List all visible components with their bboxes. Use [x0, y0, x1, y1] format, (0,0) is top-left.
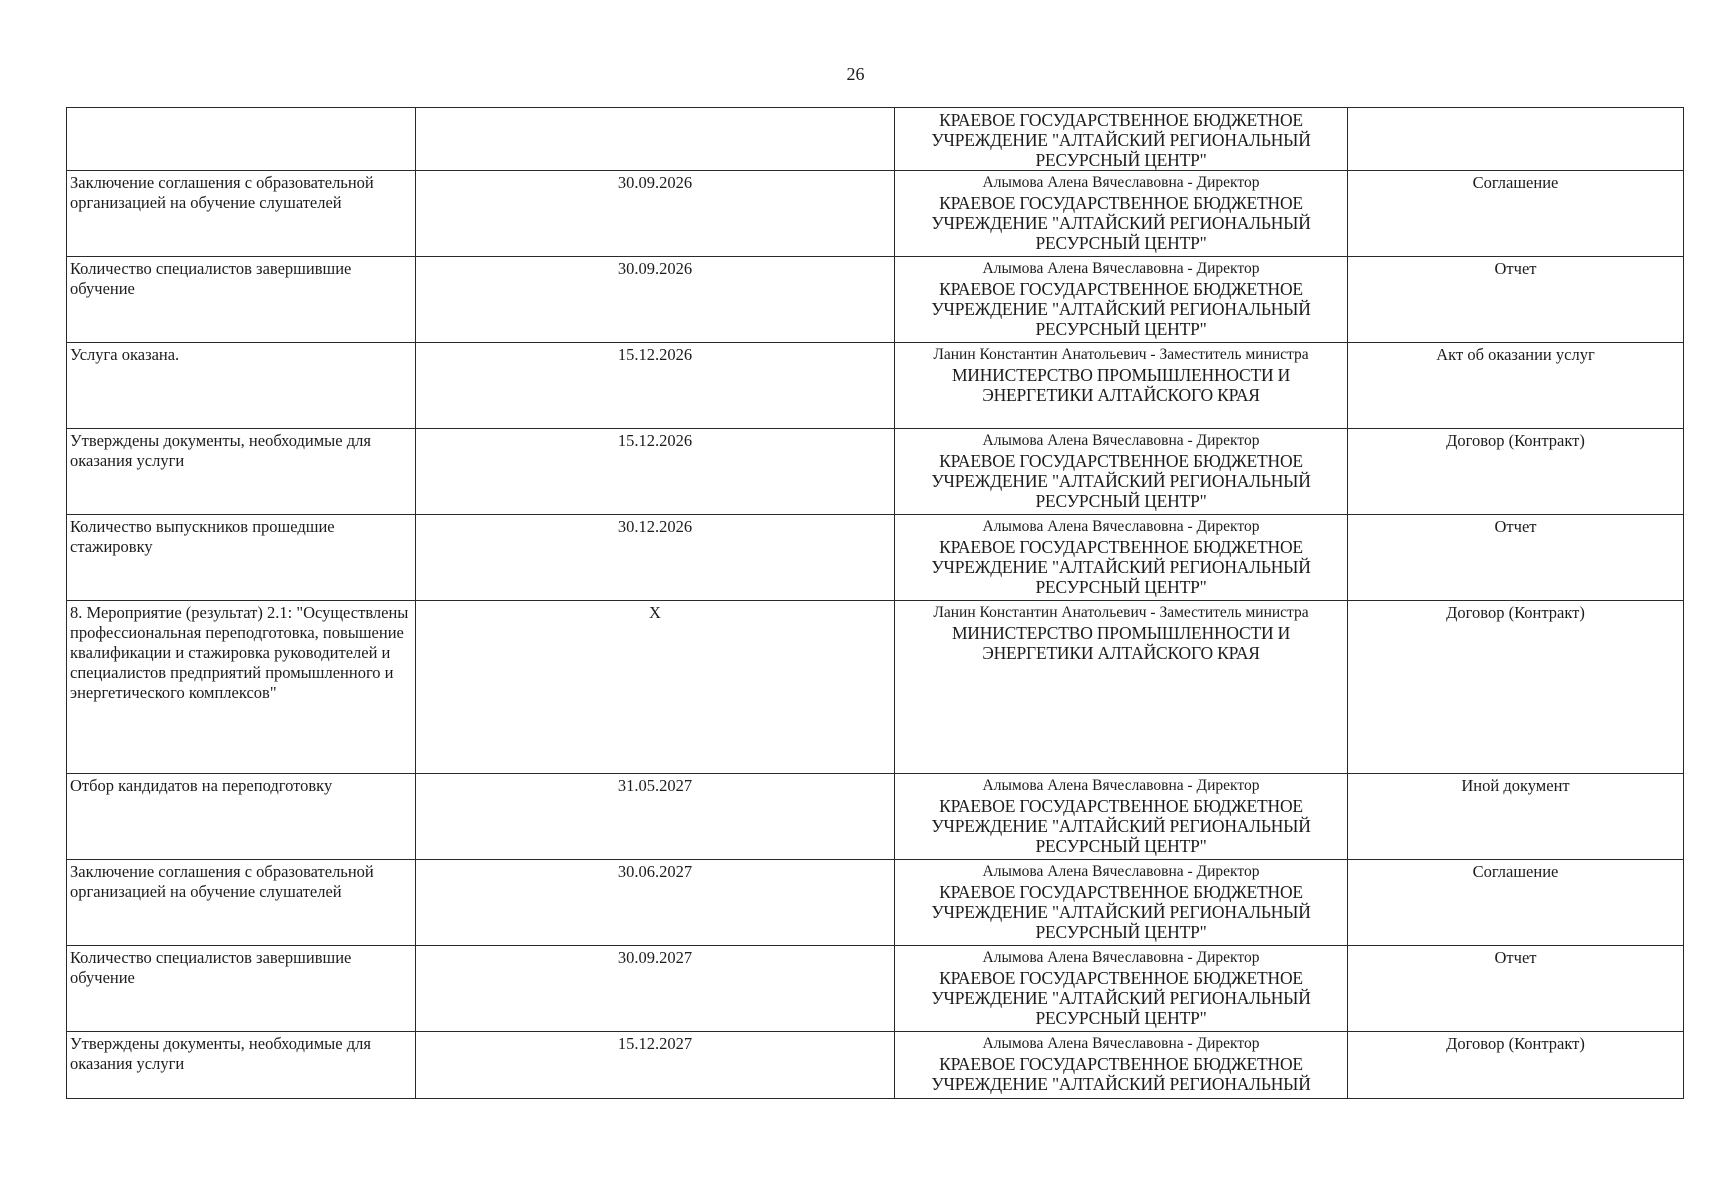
- organization-name: КРАЕВОЕ ГОСУДАРСТВЕННОЕ БЮДЖЕТНОЕ УЧРЕЖДЕНИЕ "АЛТАЙСКИЙ РЕГИОНАЛЬНЫЙ РЕСУРСНЫЙ ЦЕНТР": [931, 110, 1311, 170]
- document-cell: Соглашение: [1348, 171, 1684, 257]
- organization-name: КРАЕВОЕ ГОСУДАРСТВЕННОЕ БЮДЖЕТНОЕ УЧРЕЖДЕНИЕ "АЛТАЙСКИЙ РЕГИОНАЛЬНЫЙ РЕСУРСНЫЙ ЦЕНТР": [931, 796, 1311, 856]
- date-cell: 31.05.2027: [416, 774, 895, 860]
- responsible-cell: [895, 515, 1348, 601]
- organization-name: МИНИСТЕРСТВО ПРОМЫШЛЕННОСТИ И ЭНЕРГЕТИКИ АЛТАЙСКОГО КРАЯ: [951, 365, 1291, 405]
- responsible-cell: [895, 429, 1348, 515]
- responsible-person: Алымова Алена Вячеславовна - Директор: [982, 949, 1260, 966]
- date-cell: X: [416, 601, 895, 774]
- organization-name: КРАЕВОЕ ГОСУДАРСТВЕННОЕ БЮДЖЕТНОЕ УЧРЕЖДЕНИЕ "АЛТАЙСКИЙ РЕГИОНАЛЬНЫЙ РЕСУРСНЫЙ ЦЕНТР": [931, 451, 1311, 511]
- table-row: [67, 601, 1684, 774]
- responsible-cell: [895, 343, 1348, 429]
- organization-name: КРАЕВОЕ ГОСУДАРСТВЕННОЕ БЮДЖЕТНОЕ УЧРЕЖДЕНИЕ "АЛТАЙСКИЙ РЕГИОНАЛЬНЫЙ РЕСУРСНЫЙ ЦЕНТР": [931, 882, 1311, 942]
- table-row: [67, 1032, 1684, 1099]
- result-cell: Заключение соглашения с образовательной организацией на обучение слушателей: [67, 860, 416, 946]
- document-cell: [1348, 108, 1684, 171]
- table-row: [67, 429, 1684, 515]
- organization-name: КРАЕВОЕ ГОСУДАРСТВЕННОЕ БЮДЖЕТНОЕ УЧРЕЖДЕНИЕ "АЛТАЙСКИЙ РЕГИОНАЛЬНЫЙ: [931, 1054, 1311, 1094]
- document-cell: Отчет: [1348, 515, 1684, 601]
- result-cell: Количество специалистов завершившие обучение: [67, 946, 416, 1032]
- responsible-person: Алымова Алена Вячеславовна - Директор: [982, 863, 1260, 880]
- date-cell: 30.06.2027: [416, 860, 895, 946]
- table-row: [67, 343, 1684, 429]
- responsible-person: Ланин Константин Анатольевич - Заместитель министра: [933, 604, 1309, 621]
- date-cell: 30.09.2026: [416, 171, 895, 257]
- responsible-person: Алымова Алена Вячеславовна - Директор: [982, 777, 1260, 794]
- document-cell: Договор (Контракт): [1348, 601, 1684, 774]
- document-cell: Отчет: [1348, 257, 1684, 343]
- result-cell: 8. Мероприятие (результат) 2.1: "Осуществлены профессиональная переподготовка, повышение квалификации и стажировка руководителей и специалистов предприятий промышленного и энергетического комплексов": [67, 601, 416, 774]
- organization-name: КРАЕВОЕ ГОСУДАРСТВЕННОЕ БЮДЖЕТНОЕ УЧРЕЖДЕНИЕ "АЛТАЙСКИЙ РЕГИОНАЛЬНЫЙ РЕСУРСНЫЙ ЦЕНТР": [931, 537, 1311, 597]
- date-cell: 30.12.2026: [416, 515, 895, 601]
- document-cell: Договор (Контракт): [1348, 429, 1684, 515]
- result-cell: Услуга оказана.: [67, 343, 416, 429]
- responsible-cell: [895, 108, 1348, 171]
- responsible-cell: [895, 1032, 1348, 1099]
- date-cell: 30.09.2027: [416, 946, 895, 1032]
- table-row: [67, 774, 1684, 860]
- date-cell: [416, 108, 895, 171]
- document-cell: Соглашение: [1348, 860, 1684, 946]
- responsible-cell: [895, 601, 1348, 774]
- table-row: [67, 515, 1684, 601]
- table-row: [67, 108, 1684, 171]
- results-table: [66, 107, 1684, 1099]
- result-cell: Утверждены документы, необходимые для оказания услуги: [67, 429, 416, 515]
- date-cell: 15.12.2027: [416, 1032, 895, 1099]
- document-cell: Акт об оказании услуг: [1348, 343, 1684, 429]
- document-cell: Иной документ: [1348, 774, 1684, 860]
- responsible-cell: [895, 171, 1348, 257]
- responsible-cell: [895, 257, 1348, 343]
- table-row: [67, 257, 1684, 343]
- date-cell: 15.12.2026: [416, 429, 895, 515]
- responsible-cell: [895, 774, 1348, 860]
- table-row: [67, 171, 1684, 257]
- result-cell: [67, 108, 416, 171]
- responsible-person: Алымова Алена Вячеславовна - Директор: [982, 174, 1260, 191]
- organization-name: КРАЕВОЕ ГОСУДАРСТВЕННОЕ БЮДЖЕТНОЕ УЧРЕЖДЕНИЕ "АЛТАЙСКИЙ РЕГИОНАЛЬНЫЙ РЕСУРСНЫЙ ЦЕНТР": [931, 279, 1311, 339]
- responsible-person: Алымова Алена Вячеславовна - Директор: [982, 518, 1260, 535]
- organization-name: КРАЕВОЕ ГОСУДАРСТВЕННОЕ БЮДЖЕТНОЕ УЧРЕЖДЕНИЕ "АЛТАЙСКИЙ РЕГИОНАЛЬНЫЙ РЕСУРСНЫЙ ЦЕНТР": [931, 193, 1311, 253]
- responsible-person: Алымова Алена Вячеславовна - Директор: [982, 260, 1260, 277]
- organization-name: КРАЕВОЕ ГОСУДАРСТВЕННОЕ БЮДЖЕТНОЕ УЧРЕЖДЕНИЕ "АЛТАЙСКИЙ РЕГИОНАЛЬНЫЙ РЕСУРСНЫЙ ЦЕНТР": [931, 968, 1311, 1028]
- page-number: 26: [846, 64, 865, 84]
- table-row: [67, 860, 1684, 946]
- result-cell: Количество специалистов завершившие обучение: [67, 257, 416, 343]
- result-cell: Утверждены документы, необходимые для оказания услуги: [67, 1032, 416, 1099]
- document-cell: Договор (Контракт): [1348, 1032, 1684, 1099]
- result-cell: Заключение соглашения с образовательной организацией на обучение слушателей: [67, 171, 416, 257]
- responsible-person: Алымова Алена Вячеславовна - Директор: [982, 432, 1260, 449]
- responsible-cell: [895, 946, 1348, 1032]
- date-cell: 30.09.2026: [416, 257, 895, 343]
- responsible-person: Ланин Константин Анатольевич - Заместитель министра: [933, 346, 1309, 363]
- table-row: [67, 946, 1684, 1032]
- document-cell: Отчет: [1348, 946, 1684, 1032]
- result-cell: Количество выпускников прошедшие стажировку: [67, 515, 416, 601]
- responsible-person: Алымова Алена Вячеславовна - Директор: [982, 1035, 1260, 1052]
- result-cell: Отбор кандидатов на переподготовку: [67, 774, 416, 860]
- date-cell: 15.12.2026: [416, 343, 895, 429]
- organization-name: МИНИСТЕРСТВО ПРОМЫШЛЕННОСТИ И ЭНЕРГЕТИКИ АЛТАЙСКОГО КРАЯ: [951, 623, 1291, 663]
- responsible-cell: [895, 860, 1348, 946]
